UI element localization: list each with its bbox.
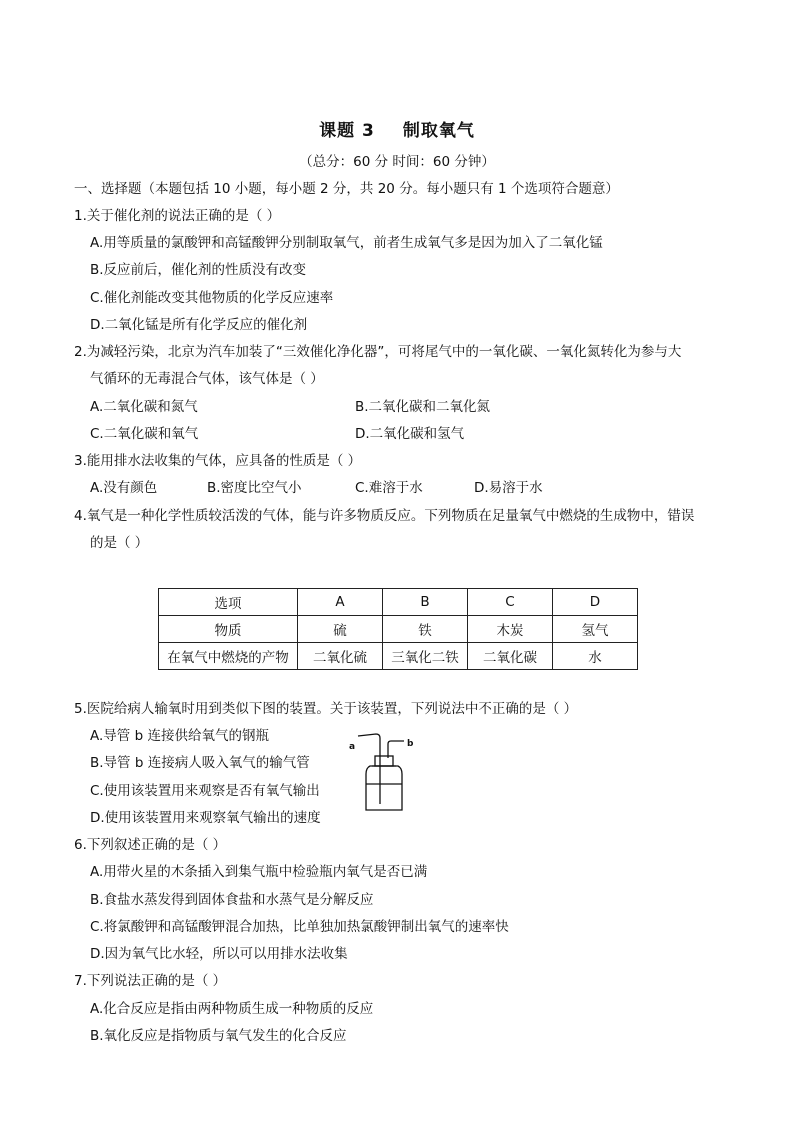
table-cell: 氢气 bbox=[553, 616, 638, 643]
table-cell: D bbox=[553, 589, 638, 616]
gas-washing-bottle-diagram bbox=[344, 732, 420, 814]
question-7-stem: 7.下列说法正确的是（ ） bbox=[74, 973, 227, 989]
question-3-option-c: C.难溶于水 bbox=[355, 480, 423, 496]
combustion-products-table bbox=[158, 588, 638, 670]
question-4-stem: 4.氧气是一种化学性质较活泼的气体，能与许多物质反应。下列物质在足量氧气中燃烧的生成物中，错误 bbox=[74, 508, 695, 524]
table-cell: 物质 bbox=[159, 616, 298, 643]
label-b: b bbox=[407, 739, 414, 749]
table-row bbox=[159, 589, 638, 616]
table-cell: 三氧化二铁 bbox=[383, 643, 468, 670]
section-heading: 一、选择题（本题包括 10 小题，每小题 2 分，共 20 分。每小题只有 1 个选项符合题意） bbox=[74, 181, 619, 197]
question-5-stem: 5.医院给病人输氧时用到类似下图的装置。关于该装置，下列说法中不正确的是（ ） bbox=[74, 701, 578, 717]
question-2-stem: 2.为减轻污染，北京为汽车加装了“三效催化净化器”，可将尾气中的一氧化碳、一氧化氮转化为参与大 bbox=[74, 344, 682, 360]
question-5-option-d: D.使用该装置用来观察氧气输出的速度 bbox=[90, 810, 321, 826]
question-1-stem: 1.关于催化剂的说法正确的是（ ） bbox=[74, 208, 281, 224]
table-row bbox=[159, 643, 638, 670]
question-5-option-c: C.使用该装置用来观察是否有氧气输出 bbox=[90, 783, 320, 799]
question-1-option-c: C.催化剂能改变其他物质的化学反应速率 bbox=[90, 290, 334, 306]
title-chapter: 课题 3 bbox=[319, 121, 375, 141]
table-cell: C bbox=[468, 589, 553, 616]
question-6-option-b: B.食盐水蒸发得到固体食盐和水蒸气是分解反应 bbox=[90, 892, 374, 908]
question-6-stem: 6.下列叙述正确的是（ ） bbox=[74, 837, 227, 853]
question-2-option-a: A.二氧化碳和氮气 bbox=[90, 399, 198, 415]
question-7-option-b: B.氧化反应是指物质与氧气发生的化合反应 bbox=[90, 1028, 347, 1044]
question-1-option-b: B.反应前后，催化剂的性质没有改变 bbox=[90, 262, 307, 278]
table-cell: 硫 bbox=[298, 616, 383, 643]
table-cell: A bbox=[298, 589, 383, 616]
table-cell: B bbox=[383, 589, 468, 616]
question-3-option-d: D.易溶于水 bbox=[474, 480, 543, 496]
tube-a bbox=[358, 734, 380, 804]
bottle-body bbox=[366, 766, 402, 810]
table-cell: 在氧气中燃烧的产物 bbox=[159, 643, 298, 670]
question-6-option-c: C.将氯酸钾和高锰酸钾混合加热，比单独加热氯酸钾制出氧气的速率快 bbox=[90, 919, 509, 935]
table-cell: 二氧化碳 bbox=[468, 643, 553, 670]
question-5-option-b: B.导管 b 连接病人吸入氧气的输气管 bbox=[90, 755, 310, 771]
question-6-option-d: D.因为氧气比水轻，所以可以用排水法收集 bbox=[90, 946, 348, 962]
title-topic: 制取氧气 bbox=[402, 121, 475, 141]
question-4-stem-cont: 的是（ ） bbox=[90, 535, 149, 551]
question-2-stem-cont: 气循环的无毒混合气体，该气体是（ ） bbox=[90, 371, 324, 387]
question-5-option-a: A.导管 b 连接供给氧气的钢瓶 bbox=[90, 728, 269, 744]
table-cell: 二氧化硫 bbox=[298, 643, 383, 670]
question-3-stem: 3.能用排水法收集的气体，应具备的性质是（ ） bbox=[74, 453, 362, 469]
question-2-option-d: D.二氧化碳和氢气 bbox=[355, 426, 465, 442]
question-3-option-b: B.密度比空气小 bbox=[207, 480, 302, 496]
table-cell: 铁 bbox=[383, 616, 468, 643]
question-6-option-a: A.用带火星的木条插入到集气瓶中检验瓶内氧气是否已满 bbox=[90, 864, 428, 880]
label-a: a bbox=[349, 742, 356, 752]
question-1-option-a: A.用等质量的氯酸钾和高锰酸钾分别制取氧气，前者生成氧气多是因为加入了二氧化锰 bbox=[90, 235, 603, 251]
exam-info: （总分：60 分 时间：60 分钟） bbox=[299, 154, 495, 170]
question-7-option-a: A.化合反应是指由两种物质生成一种物质的反应 bbox=[90, 1001, 374, 1017]
question-2-option-c: C.二氧化碳和氧气 bbox=[90, 426, 199, 442]
table-cell: 木炭 bbox=[468, 616, 553, 643]
question-1-option-d: D.二氧化锰是所有化学反应的催化剂 bbox=[90, 317, 308, 333]
table-cell: 水 bbox=[553, 643, 638, 670]
bottle-stopper bbox=[375, 756, 393, 766]
question-3-option-a: A.没有颜色 bbox=[90, 480, 158, 496]
table-row bbox=[159, 616, 638, 643]
page-title bbox=[0, 116, 794, 141]
question-2-option-b: B.二氧化碳和二氧化氮 bbox=[355, 399, 491, 415]
table-cell: 选项 bbox=[159, 589, 298, 616]
